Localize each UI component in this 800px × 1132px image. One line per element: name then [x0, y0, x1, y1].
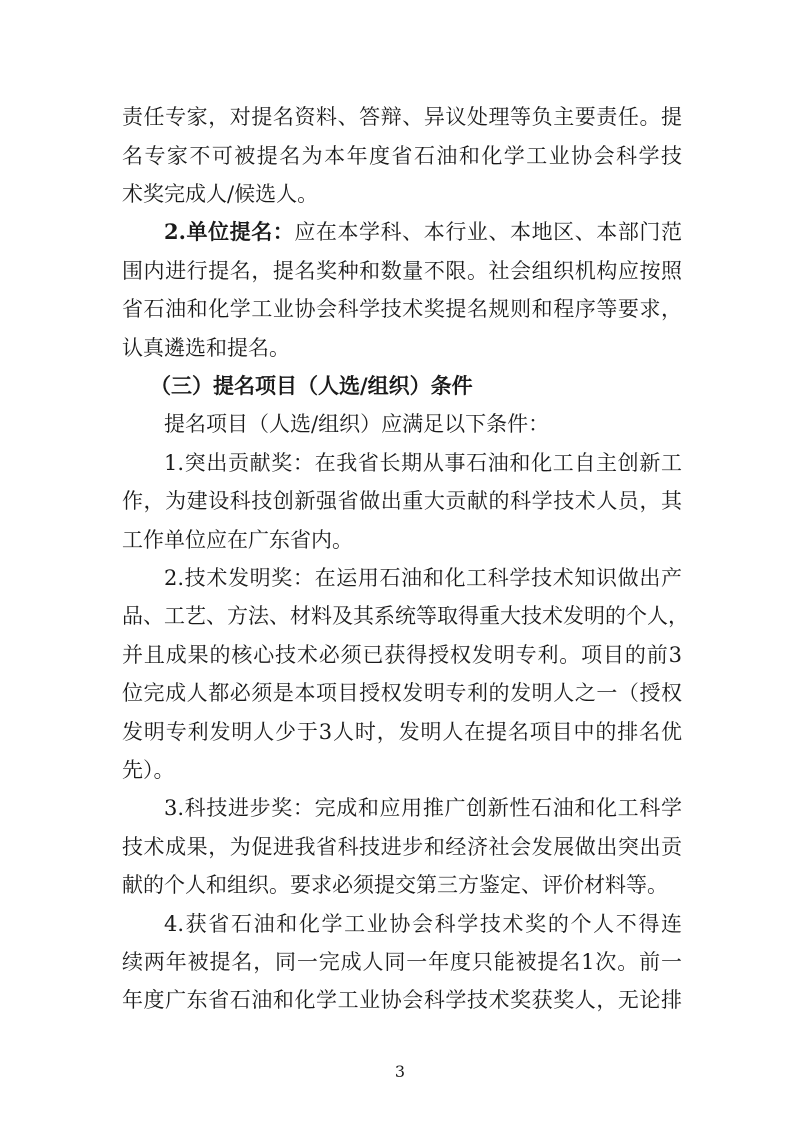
- paragraph-line: 提名项目（人选/组织）应满足以下条件：: [164, 412, 550, 436]
- paragraph-line: 责任专家，对提名资料、答辩、异议处理等负主要责任。提: [122, 105, 682, 129]
- paragraph-line: 先）。: [122, 758, 175, 782]
- paragraph-line: 1.突出贡献奖：在我省长期从事石油和化工自主创新工: [164, 451, 682, 475]
- paragraph-line: 认真遴选和提名。: [122, 336, 290, 360]
- paragraph-line: 术奖完成人/候选人。: [122, 182, 319, 206]
- paragraph-line: 技术成果，为促进我省科技进步和经济社会发展做出突出贡: [122, 835, 682, 859]
- page-number: 3: [394, 1062, 406, 1081]
- paragraph-line: 省石油和化学工业协会科学技术奖提名规则和程序等要求，: [122, 297, 682, 321]
- paragraph-line: 年度广东省石油和化学工业协会科学技术奖获奖人，无论排: [122, 988, 682, 1012]
- paragraph-line: 4.获省石油和化学工业协会科学技术奖的个人不得连: [164, 912, 682, 936]
- paragraph-line: 名专家不可被提名为本年度省石油和化学工业协会科学技: [122, 144, 682, 168]
- paragraph-line: 续两年被提名，同一完成人同一年度只能被提名1次。前一: [122, 950, 682, 974]
- paragraph-line: 献的个人和组织。要求必须提交第三方鉴定、评价材料等。: [122, 873, 668, 897]
- paragraph-line: 2.技术发明奖：在运用石油和化工科学技术知识做出产: [164, 566, 682, 590]
- paragraph-line: 位完成人都必须是本项目授权发明专利的发明人之一（授权: [122, 681, 682, 705]
- paragraph-line: 作，为建设科技创新强省做出重大贡献的科学技术人员，其: [122, 489, 682, 513]
- paragraph-line: 工作单位应在广东省内。: [122, 528, 353, 552]
- paragraph-line: [164, 218, 682, 246]
- paragraph-line: 3.科技进步奖：完成和应用推广创新性石油和化工科学: [164, 796, 682, 820]
- paragraph-line: 围内进行提名，提名奖种和数量不限。社会组织机构应按照: [122, 259, 682, 283]
- section-heading: （三）提名项目（人选/组织）条件: [150, 373, 473, 398]
- section-label: 2.单位提名：: [164, 219, 295, 244]
- paragraph-line: 并且成果的核心技术必须已获得授权发明专利。项目的前3: [122, 643, 682, 667]
- line-text: 应在本学科、本行业、本地区、本部门范: [294, 220, 682, 244]
- paragraph-line: 发明专利发明人少于3人时，发明人在提名项目中的排名优: [122, 720, 682, 744]
- paragraph-line: 品、工艺、方法、材料及其系统等取得重大技术发明的个人，: [122, 604, 689, 628]
